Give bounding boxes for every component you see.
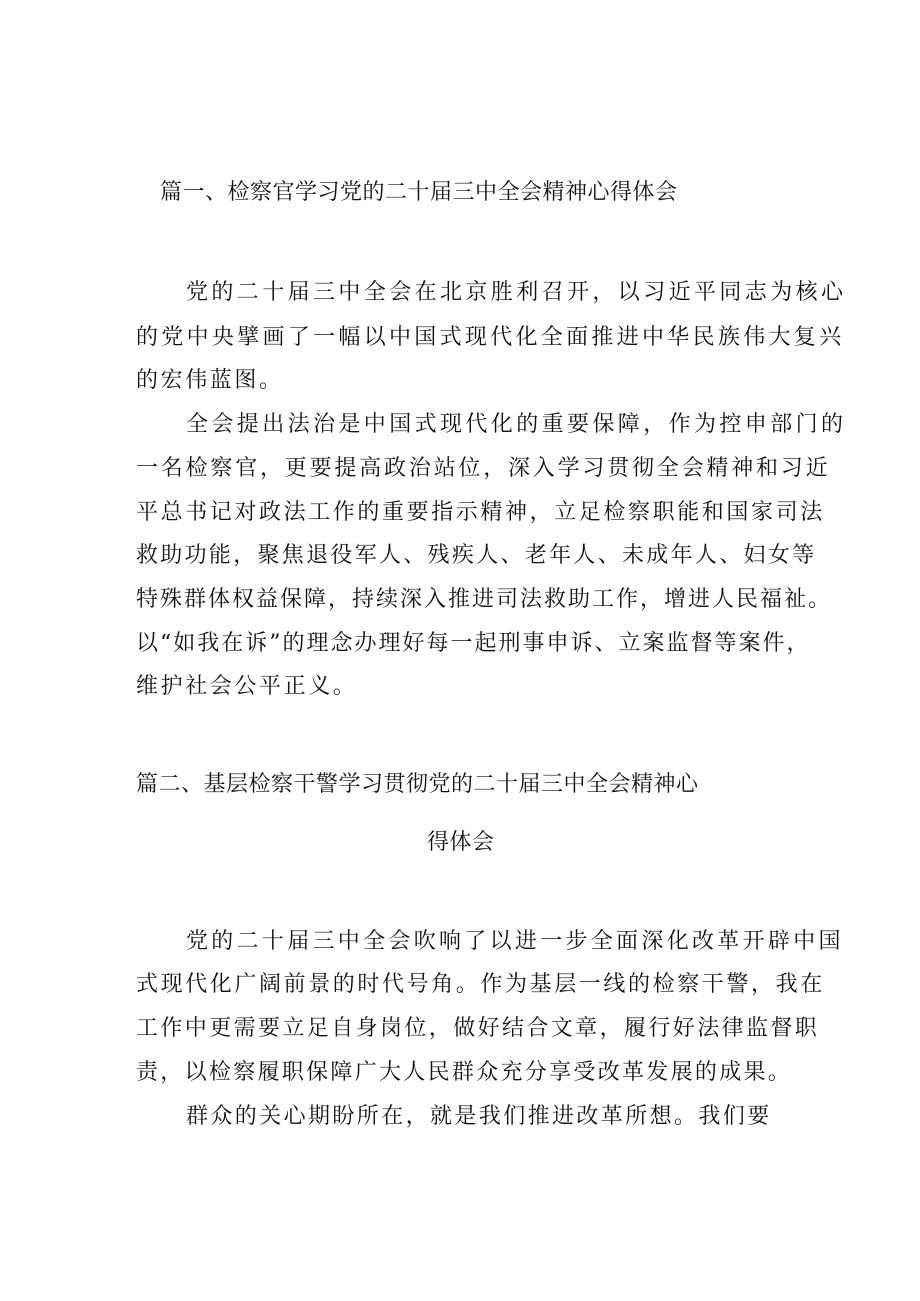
section-1-line-4: 全会提出法治是中国式现代化的重要保障，作为控申部门的 (186, 412, 847, 437)
section-1-title: 篇一、检察官学习党的二十届三中全会精神心得体会 (160, 180, 678, 205)
section-2-line-4: 责，以检察履职保障广大人民群众充分享受改革发展的成果。 (136, 1060, 793, 1085)
section-1-line-9: 以“如我在诉”的理念办理好每一起刑事申诉、立案监督等案件， (136, 631, 811, 656)
section-1-line-7: 救助功能，聚焦退役军人、残疾人、老年人、未成年人、妇女等 (136, 543, 817, 568)
section-1-line-10: 维护社会公平正义。 (136, 674, 358, 699)
section-1-line-1: 党的二十届三中全会在北京胜利召开，以习近平同志为核心 (186, 280, 847, 305)
section-2-title-line-1: 篇二、基层检察干警学习贯彻党的二十届三中全会精神心 (136, 772, 699, 797)
section-2-line-5: 群众的关心期盼所在，就是我们推进改革所想。我们要 (186, 1104, 772, 1129)
section-1-line-3: 的宏伟蓝图。 (136, 368, 284, 393)
section-1-line-5: 一名检察官，更要提高政治站位，深入学习贯彻全会精神和习近 (136, 456, 831, 481)
section-2-line-3: 工作中更需要立足自身岗位，做好结合文章，履行好法律监督职 (136, 1016, 820, 1041)
section-1-line-6: 平总书记对政法工作的重要指示精神，立足检察职能和国家司法 (136, 500, 825, 525)
section-2-title-line-2: 得体会 (427, 830, 495, 855)
section-2-line-1: 党的二十届三中全会吹响了以进一步全面深化改革开辟中国 (186, 929, 844, 954)
section-1-line-2: 的党中央擘画了一幅以中国式现代化全面推进中华民族伟大复兴 (136, 325, 845, 350)
section-2-line-2: 式现代化广阔前景的时代号角。作为基层一线的检察干警，我在 (136, 972, 825, 997)
section-1-line-8: 特殊群体权益保障，持续深入推进司法救助工作，增进人民福祉。 (136, 587, 833, 612)
